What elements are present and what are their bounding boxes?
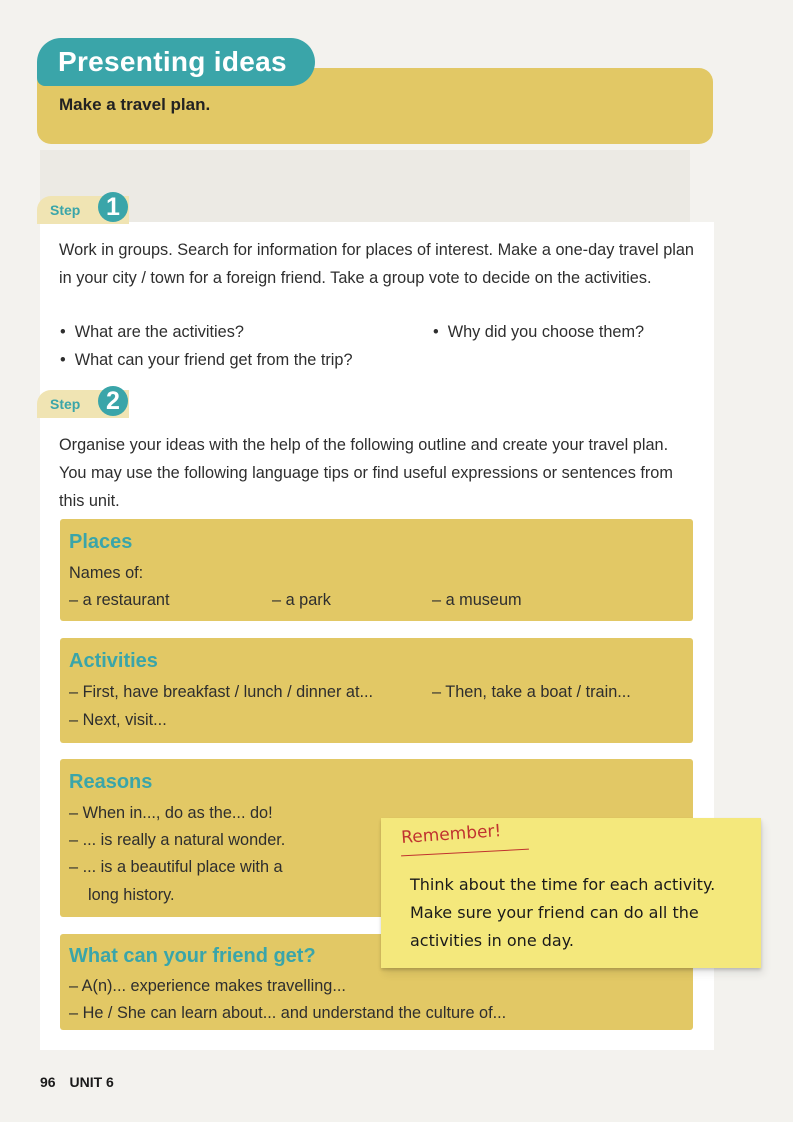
background-sheet [40, 150, 690, 230]
reasons-item: long history. [88, 886, 175, 904]
step-1-number: 1 [98, 192, 128, 222]
page-title: Presenting ideas [37, 38, 315, 86]
activities-box [60, 638, 693, 743]
reasons-item: – ... is really a natural wonder. [69, 831, 286, 849]
unit-label: UNIT 6 [69, 1074, 114, 1090]
activities-item: – Next, visit... [69, 711, 167, 729]
reasons-item: – ... is a beautiful place with a [69, 858, 283, 876]
places-title: Places [69, 531, 133, 553]
step-2-instructions: Organise your ideas with the help of the following outline and create your travel plan. You may use the following language tips or find useful expressions or sentences from this unit. [59, 436, 673, 510]
step-1-instructions: Work in groups. Search for information for places of interest. Make a one-day travel plan in your city / town for a foreign friend. Take a group vote to decide on the activities. [59, 241, 694, 287]
reasons-item: – When in..., do as the... do! [69, 804, 273, 822]
friend-gain-title: What can your friend get? [69, 945, 316, 967]
places-intro: Names of: [69, 564, 144, 582]
remember-note [381, 818, 761, 968]
task-subtitle: Make a travel plan. [59, 95, 211, 114]
step-1-bullet: • What are the activities? [60, 323, 244, 342]
step-1-bullet: • Why did you choose them? [433, 323, 644, 342]
step-2-tab [37, 387, 129, 418]
page-number: 96 [40, 1074, 56, 1090]
activities-item: – Then, take a boat / train... [432, 683, 631, 701]
places-item: – a park [272, 591, 331, 609]
step-1-tab [37, 193, 129, 224]
remember-text: Think about the time for each activity. Make sure your friend can do all the activities in one day. [410, 875, 716, 950]
places-item: – a museum [432, 591, 522, 609]
friend-gain-item: – He / She can learn about... and understand the culture of... [69, 1004, 507, 1022]
step-1-label: Step [50, 202, 81, 218]
reasons-title: Reasons [69, 771, 153, 793]
activities-title: Activities [69, 650, 158, 672]
places-box [60, 519, 693, 621]
friend-gain-item: – A(n)... experience makes travelling... [69, 977, 346, 995]
remember-title: Remember! [400, 821, 502, 848]
step-2-label: Step [50, 396, 81, 412]
places-item: – a restaurant [69, 591, 170, 609]
step-2-number: 2 [98, 386, 128, 416]
step-1-bullet: • What can your friend get from the trip? [60, 351, 353, 370]
activities-item: – First, have breakfast / lunch / dinner at... [69, 683, 374, 701]
page-footer [40, 1074, 124, 1090]
remember-underline [401, 849, 529, 857]
